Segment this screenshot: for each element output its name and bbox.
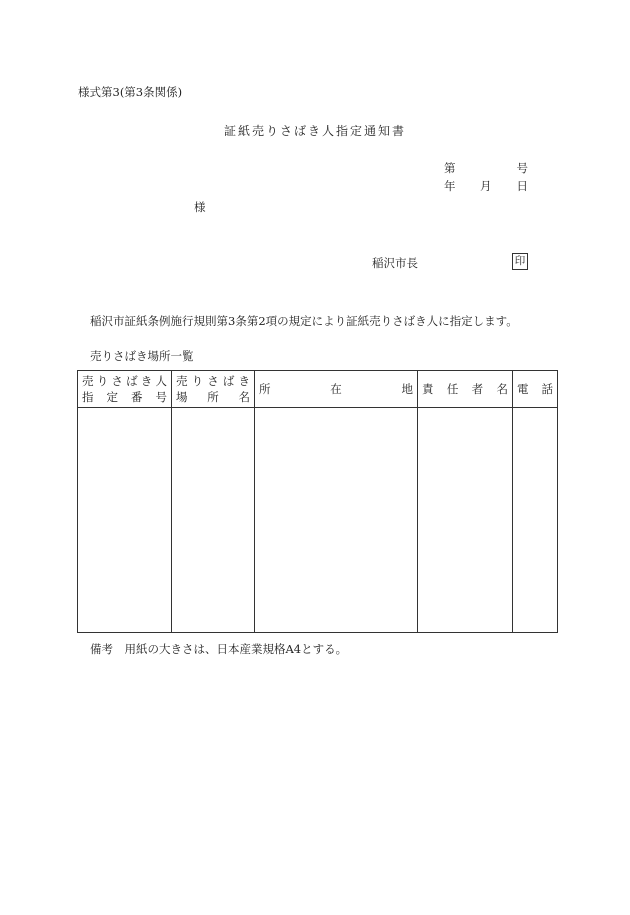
header-line: [422, 381, 508, 397]
cell-address[interactable]: [255, 408, 418, 633]
seal-mark: 印: [512, 253, 528, 270]
date-year: 年: [444, 179, 456, 193]
header-location-name: [172, 371, 255, 408]
header-char: 在: [330, 382, 342, 396]
header-address: [255, 371, 418, 408]
number-prefix: 第: [444, 161, 456, 175]
date-month: 月: [480, 179, 492, 193]
header-char: 号: [155, 390, 167, 404]
header-line: [176, 373, 250, 389]
header-char: 売: [82, 374, 94, 388]
header-char: 場: [176, 390, 188, 404]
header-char: 番: [131, 390, 143, 404]
table-row: [78, 408, 558, 633]
cell-location-name[interactable]: [172, 408, 255, 633]
header-line: [517, 381, 553, 397]
header-line: [259, 381, 413, 397]
table-header-row: [78, 371, 558, 408]
header-char: ば: [222, 374, 235, 388]
cell-phone[interactable]: [513, 408, 558, 633]
header-char: さ: [111, 374, 123, 388]
header-char: 人: [155, 374, 167, 388]
body-text: 稲沢市証紙条例施行規則第3条第2項の規定により証紙売りさばき人に指定します。: [90, 314, 518, 328]
list-title: 売りさばき場所一覧: [90, 349, 194, 363]
header-phone: [513, 371, 558, 408]
sales-location-table: [77, 370, 558, 633]
header-char: 地: [401, 382, 413, 396]
addressee-suffix: 様: [194, 200, 206, 214]
header-char: 話: [541, 382, 553, 396]
note-text: 備考 用紙の大きさは、日本産業規格A4とする。: [90, 642, 348, 656]
header-line: [82, 389, 167, 405]
header-char: 売: [176, 374, 188, 388]
date-day: 日: [516, 179, 528, 193]
header-seller-number: [78, 371, 172, 408]
header-char: き: [238, 374, 250, 388]
header-char: り: [191, 374, 204, 388]
header-char: 責: [422, 382, 434, 396]
header-char: 者: [471, 382, 484, 396]
header-char: 指: [82, 390, 94, 404]
form-label: 様式第3(第3条関係): [78, 85, 183, 99]
header-char: 電: [517, 382, 529, 396]
header-char: 名: [496, 382, 508, 396]
header-char: 名: [238, 390, 250, 404]
number-suffix: 号: [516, 161, 528, 175]
header-line: [82, 373, 167, 389]
header-char: 任: [446, 382, 459, 396]
header-line: [176, 389, 250, 405]
header-char: 定: [106, 390, 118, 404]
header-manager: [418, 371, 513, 408]
issuer-name: 稲沢市長: [372, 256, 418, 270]
header-char: 所: [259, 382, 271, 396]
header-char: り: [96, 374, 109, 388]
header-char: き: [140, 374, 153, 388]
header-char: さ: [207, 374, 219, 388]
header-char: ば: [126, 374, 138, 388]
cell-seller-number[interactable]: [78, 408, 172, 633]
header-char: 所: [207, 390, 219, 404]
cell-manager[interactable]: [418, 408, 513, 633]
document-title: 証紙売りさばき人指定通知書: [224, 124, 407, 138]
